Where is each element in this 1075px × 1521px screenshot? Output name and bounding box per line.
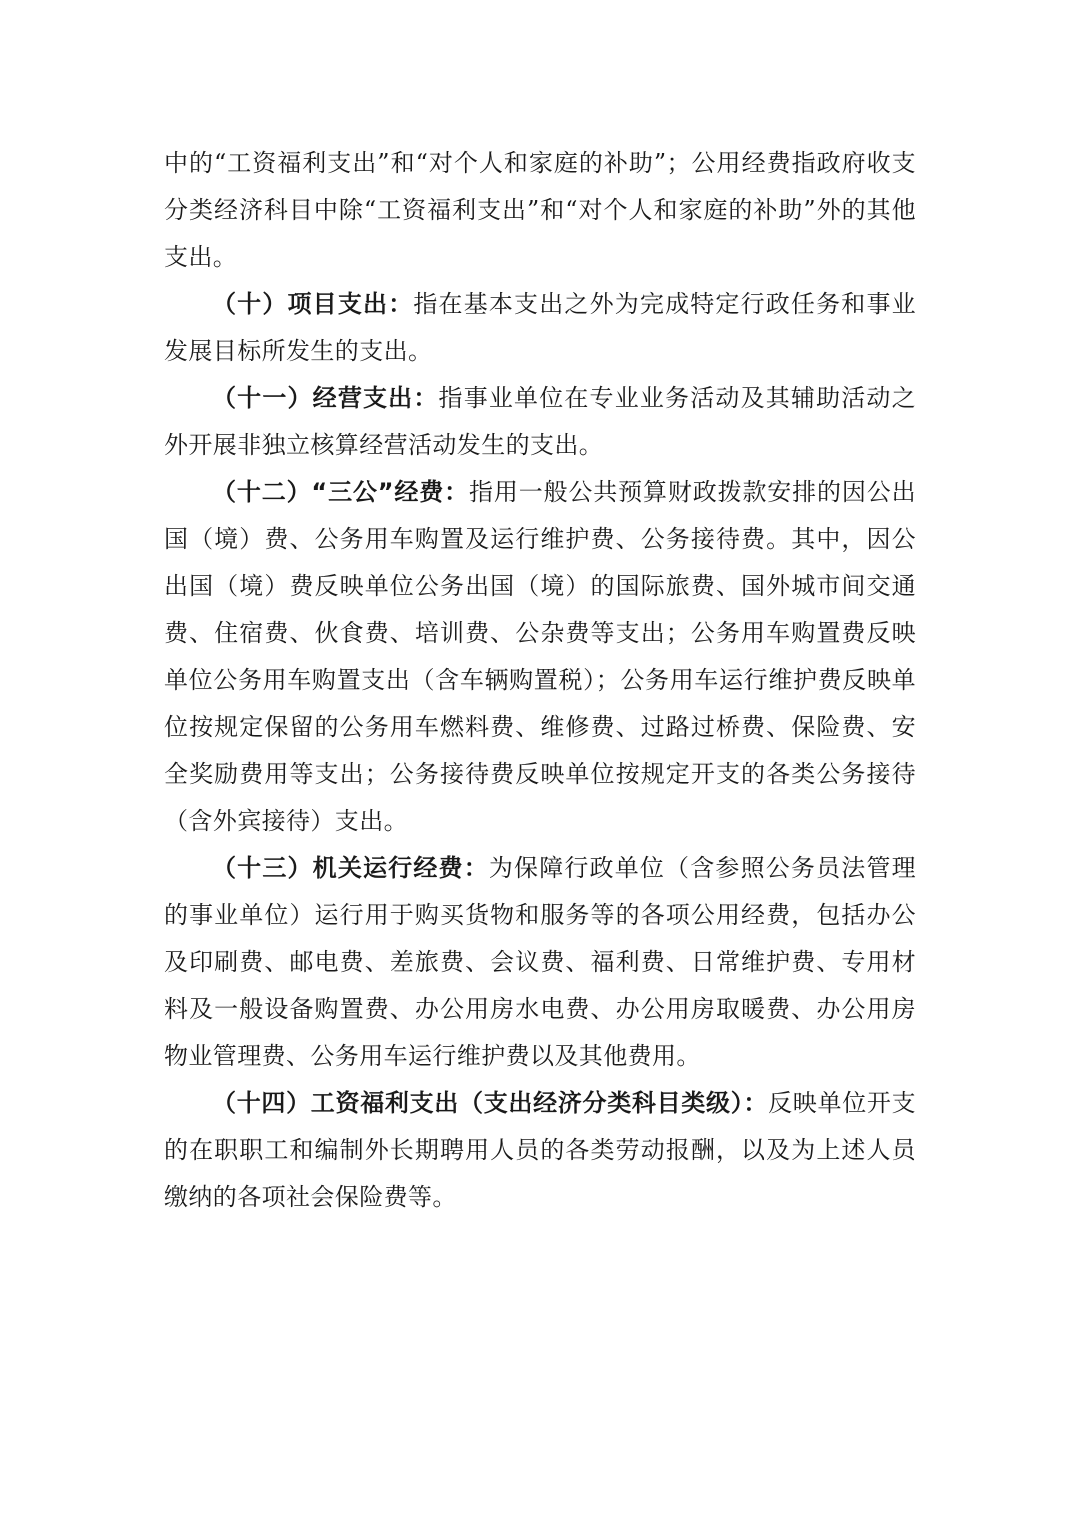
paragraph-basic-expenditure-continued	[164, 140, 916, 281]
term-heading: （十）项目支出：	[212, 290, 414, 318]
paragraph-body: 反映单位开支的在职职工和编制外长期聘用人员的各类劳动报酬，以及为上述人员缴纳的各项社会保险费等。	[164, 1089, 916, 1211]
term-heading: （十二）“三公”经费：	[212, 478, 469, 506]
paragraph-body: 指用一般公共预算财政拨款安排的因公出国（境）费、公务用车购置及运行维护费、公务接待费。其中，因公出国（境）费反映单位公务出国（境）的国际旅费、国外城市间交通费、住宿费、伙食费、培训费、公杂费等支出；公务用车购置费反映单位公务用车购置支出（含车辆购置税）；公务用车运行维护费反映单位按规定保留的公务用车燃料费、维修费、过路过桥费、保险费、安全奖励费用等支出；公务接待费反映单位按规定开支的各类公务接待（含外宾接待）支出。	[164, 478, 916, 835]
paragraph-operating-expenditure	[164, 375, 916, 469]
document-body	[164, 140, 916, 1221]
paragraph-three-public-expenses	[164, 469, 916, 845]
paragraph-body: 中的“工资福利支出”和“对个人和家庭的补助”；公用经费指政府收支分类经济科目中除“工资福利支出”和“对个人和家庭的补助”外的其他支出。	[164, 149, 916, 271]
paragraph-body: 指事业单位在专业业务活动及其辅助活动之外开展非独立核算经营活动发生的支出。	[164, 384, 916, 459]
term-heading: （十四）工资福利支出（支出经济分类科目类级）：	[212, 1089, 769, 1117]
paragraph-agency-operating-funds	[164, 845, 916, 1080]
term-heading: （十三）机关运行经费：	[212, 854, 489, 882]
term-heading: （十一）经营支出：	[212, 384, 439, 412]
paragraph-project-expenditure	[164, 281, 916, 375]
paragraph-body: 为保障行政单位（含参照公务员法管理的事业单位）运行用于购买货物和服务等的各项公用经费，包括办公及印刷费、邮电费、差旅费、会议费、福利费、日常维护费、专用材料及一般设备购置费、办公用房水电费、办公用房取暖费、办公用房物业管理费、公务用车运行维护费以及其他费用。	[164, 854, 916, 1070]
paragraph-body: 指在基本支出之外为完成特定行政任务和事业发展目标所发生的支出。	[164, 290, 917, 365]
paragraph-wage-welfare-expenditure	[164, 1080, 916, 1221]
